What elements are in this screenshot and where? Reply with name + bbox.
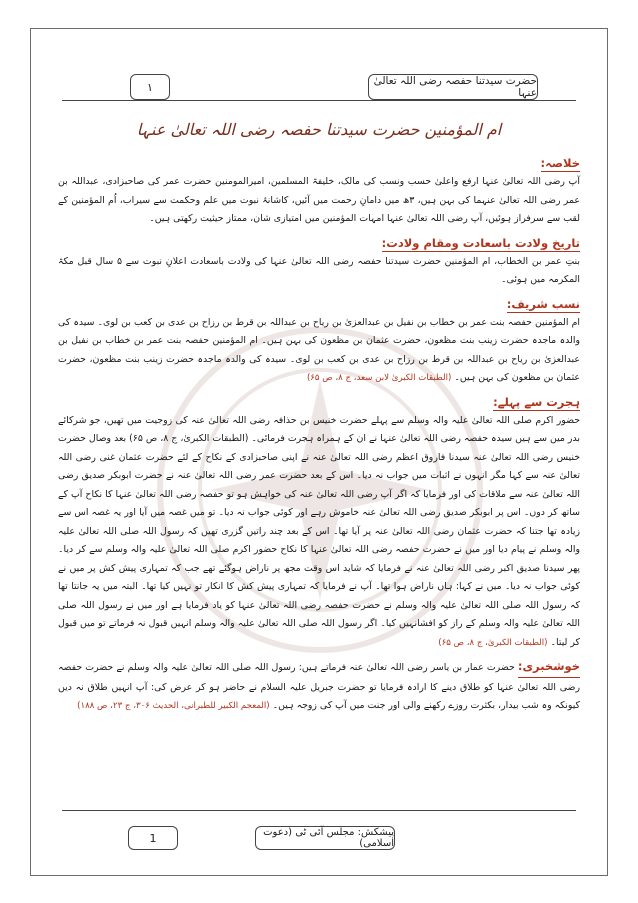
migration-reference: (الطبقات الکبریٰ، ج ۸، ص ۶۵) (438, 637, 548, 648)
page-title: ام المؤمنین حضرت سیدتنا حفصہ رضی اللہ تعالیٰ عنہا (136, 120, 502, 139)
good-news-paragraph (58, 655, 580, 716)
header-page-number: ۱ (130, 74, 170, 100)
birth-heading: تاریخ ولادت باسعادت ومقام ولادت: (381, 235, 580, 250)
migration-paragraph (58, 412, 580, 653)
footer-credit: پیشکش: مجلس آئی ٹی (دعوت اسلامی) (255, 826, 395, 850)
lineage-text: ام المؤمنین حفصہ بنت عمر بن خطاب بن نفیل بن عبدالعزیٰ بن ریاح بن عبداللہ بن قرط بن رزاح بن عدی بن کعب بن لوی۔ سیدہ کی والدہ ماجدہ حضرت زینب بنت مظعون، حضرت عثمان بن مظعون کی بہن ہیں۔ ام المؤمنین حفصہ بنت عمر بن خطاب بن نفیل بن عبدالعزیٰ بن ریاح بن عبداللہ بن قرط بن رزاح بن عدی بن کعب بن لوی۔ سیدہ کی والدہ ماجدہ حضرت زینب بنت مظعون، حضرت عثمان بن مظعون کی بہن ہیں۔ (58, 316, 580, 383)
footer-divider (62, 810, 576, 811)
header-divider (62, 100, 576, 101)
article-body (58, 152, 580, 719)
lineage-reference: (الطبقات الکبریٰ لابن سعد، ج ۸، ص ۶۵) (306, 373, 452, 383)
summary-heading: خلاصہ: (540, 156, 580, 170)
good-news-reference: (المعجم الکبیر للطبرانی، الحدیث ۳۰۶، ج ۲۳، ص ۱۸۸) (77, 701, 270, 711)
summary-text: آپ رضی اللہ تعالیٰ عنہا ارفع واعلیٰ حسب ونسب کی مالک، خلیفۃ المسلمین، امیرالمومنین حضرت عمر کی صاحبزادی، عبداللہ بن عمر رضی اللہ تعالیٰ عنہما کی بہن ہیں، ۳ھ میں دامانِ رحمت میں آئیں، کاشانۂ نبوت میں علم وحکمت سے سیراب، اُم المؤمنین کے لقب سے سرفراز ہوئیں، آپ رضی اللہ تعالیٰ عنہا امہات المؤمنین میں امتیازی شان، ممتاز حیثیت رکھتی ہیں۔ (58, 176, 580, 224)
lineage-heading: نسب شریف: (506, 296, 580, 311)
good-news-text: حضرت عمار بن یاسر رضی اللہ تعالیٰ عنہ فرماتے ہیں: رسول اللہ صلی اللہ تعالیٰ علیہ والہ وسلم نے حضرت حفصہ رضی اللہ تعالیٰ عنہا کو طلاق دینے کا ارادہ فرمایا تو حضرت جبریل علیہ السلام نے حاضر ہو کر عرض کی: آپ انہیں طلاق نہ دیں کیونکہ وہ شب بیدار، بکثرت روزے رکھنے والی اور جنت میں آپ کی زوجہ ہیں۔ (58, 662, 580, 711)
migration-heading: ہجرت سے پہلے: (493, 394, 580, 409)
birth-text: بنتِ عمر بن الخطاب، ام المؤمنین حضرت سیدتنا حفصہ رضی اللہ تعالیٰ عنہا کی ولادت باسعادت اعلانِ نبوت سے ۵ سال قبل مکۃ المکرمہ میں ہوئی۔ (58, 255, 580, 285)
footer-page-number: 1 (128, 826, 178, 850)
lineage-paragraph (58, 314, 580, 388)
good-news-heading: خوشخبری: (518, 657, 580, 678)
migration-text: حضور اکرم صلی اللہ تعالیٰ علیہ والہ وسلم سے پہلے حضرت خنیس بن حذافہ رضی اللہ تعالیٰ عنہ کی زوجیت میں تھیں، جو شرکائے بدر میں سے ہیں سیدہ حفصہ رضی اللہ تعالیٰ عنہا نے ان کے ہمراہ ہجرت فرمائی۔ (الطبقات الکبریٰ، ج ۸، ص ۶۵) بعد وصال حضرت خنیس رضی اللہ تعالیٰ عنہ سیدنا فاروق اعظم رضی اللہ تعالیٰ عنہ نے اپنی صاحبزادی کے نکاح کے لئے حضرت عثمان غنی رضی اللہ تعالیٰ عنہ سے کہا مگر انہوں نے اثبات میں جواب نہ دیا۔ اس کے بعد حضرت عمر رضی اللہ تعالیٰ عنہ نے حضرت ابوبکر صدیق رضی اللہ تعالیٰ عنہ سے ملاقات کی اور فرمایا کہ اگر آپ رضی اللہ تعالیٰ عنہ کی خواہش ہو تو حفصہ رضی اللہ تعالیٰ عنہا کا نکاح آپ کے ساتھ کر دوں۔ اس پر ابوبکر صدیق رضی اللہ تعالیٰ عنہ خاموش رہے اور کوئی جواب نہ دیا۔ تو میں غصہ میں آیا اور یہ غصہ اس سے زیادہ تھا جتنا کہ حضرت عثمان رضی اللہ تعالیٰ عنہ پر آیا تھا۔ اس کے بعد چند راتیں گزری تھیں کہ رسول اللہ صلی اللہ تعالیٰ علیہ والہ وسلم نے پیام دیا اور میں نے حضرت حفصہ رضی اللہ تعالیٰ عنہا کا نکاح حضور اکرم صلی اللہ تعالیٰ علیہ والہ وسلم سے کر دیا۔ پھر سیدنا صدیق اکبر رضی اللہ تعالیٰ عنہ نے فرمایا کہ شاید اس وقت مجھ پر ناراض ہوگئے تھے جب کہ تمہاری پیش کش پر میں نے کوئی جواب نہ دیا۔ میں نے کہا: ہاں ناراض ہوا تھا۔ آپ نے فرمایا کہ تمہاری پیش کش کا انکار تو نہیں کیا تھا۔ البتہ میں یہ جانتا تھا کہ رسول اللہ صلی اللہ تعالیٰ علیہ والہ وسلم نے حضرت حفصہ رضی اللہ تعالیٰ عنہا کو یاد فرمایا ہے اور میں نے رسول اللہ صلی اللہ تعالیٰ علیہ والہ وسلم کے راز کو افشانہیں کیا۔ اگر رسول اللہ صلی اللہ تعالیٰ علیہ والہ وسلم انہیں قبول نہ فرماتے تو میں قبول کر لیتا۔ (58, 414, 580, 648)
running-header-title: حضرت سیدتنا حفصہ رضی اللہ تعالیٰ عنہا (368, 74, 538, 100)
